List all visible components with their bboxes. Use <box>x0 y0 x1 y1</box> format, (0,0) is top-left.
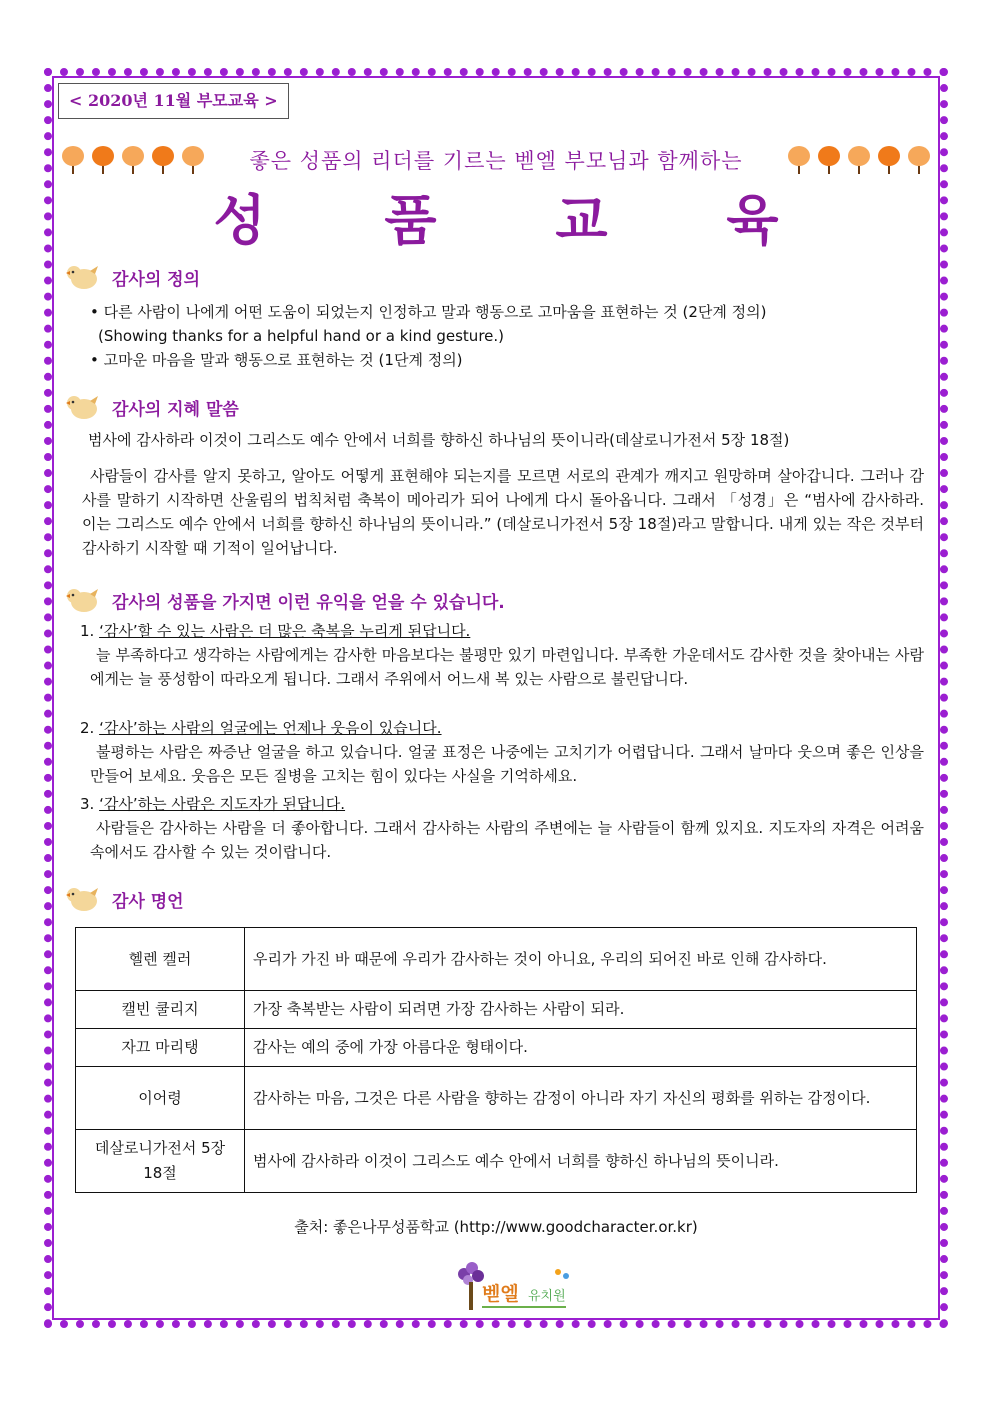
benefit-heading-1 <box>80 619 470 643</box>
svg-text:유치원: 유치원 <box>528 1289 566 1304</box>
benefit-body-2: 불평하는 사람은 짜증난 얼굴을 하고 있습니다. 얼굴 표정은 나중에는 고치기가 어렵답니다. 그래서 날마다 웃으며 좋은 인상을 만들어 보세요. 웃음은 모든 질병을 고치는 힘이 있다는 사실을 기억하세요. <box>90 743 924 785</box>
bird-icon <box>62 262 102 292</box>
table-row <box>76 991 917 1029</box>
quote-text: 감사는 예의 중에 가장 아름다운 형태이다. <box>245 1029 917 1067</box>
benefit-body-1: 늘 부족하다고 생각하는 사람에게는 감사한 마음보다는 불평만 있기 마련입니다. 부족한 가운데서도 감사한 것을 찾아내는 사람에게는 늘 풍성함이 따라오게 됩니다. 그래서 주위에서 어느새 복 있는 사람으로 불린답니다. <box>90 646 924 688</box>
benefit-number: 2. <box>80 719 95 737</box>
quote-author: 헬렌 켈러 <box>76 928 245 991</box>
definition-line-1: • 다른 사람이 나에게 어떤 도움이 되었는지 인정하고 말과 행동으로 고마움을 표현하는 것 (2단계 정의) <box>90 303 767 321</box>
table-row <box>76 1029 917 1067</box>
benefit-title: ‘감사’하는 사람은 지도자가 된답니다. <box>99 795 346 813</box>
section-title: 감사의 정의 <box>112 269 201 290</box>
quote-author: 캘빈 쿨리지 <box>76 991 245 1029</box>
tree-icons-left <box>60 145 206 175</box>
bird-icon <box>62 585 102 615</box>
banner <box>60 140 932 180</box>
tree-icon <box>60 145 86 175</box>
section-heading-definition <box>62 262 200 292</box>
tree-icon <box>906 145 932 175</box>
definition-line-3: • 고마운 마음을 말과 행동으로 표현하는 것 (1단계 정의) <box>90 351 463 369</box>
tree-icon <box>180 145 206 175</box>
benefit-title: ‘감사’할 수 있는 사람은 더 많은 축복을 누리게 된답니다. <box>99 622 471 640</box>
benefit-title: ‘감사’하는 사람의 얼굴에는 언제나 웃음이 있습니다. <box>99 719 442 737</box>
date-label: < 2020년 11월 부모교육 > <box>58 83 289 119</box>
quote-author: 자끄 마리탱 <box>76 1029 245 1067</box>
quote-text: 범사에 감사하라 이것이 그리스도 예수 안에서 너희를 향하신 하나님의 뜻이니라. <box>245 1130 917 1193</box>
tree-icon <box>846 145 872 175</box>
wisdom-paragraph: 사람들이 감사를 알지 못하고, 알아도 어떻게 표현해야 되는지를 모르면 서로의 관계가 깨지고 원망하며 살아갑니다. 그러나 감사를 말하기 시작하면 산울림의 법칙처럼 축복이 메아리가 되어 나에게 다시 돌아옵니다. 그래서 「성경」은 “범사에 감사하라. 이는 그리스도 예수 안에서 너희를 향하신 하나님의 뜻이니라.” (데살로니가전서 5장 18절)라고 말합니다. 내게 있는 작은 것부터 감사하기 시작할 때 기적이 일어납니다. <box>82 467 924 557</box>
kindergarten-logo <box>446 1258 586 1324</box>
tree-icon <box>90 145 116 175</box>
benefit-heading-2 <box>80 716 442 740</box>
quote-author: 데살로니가전서 5장 18절 <box>76 1130 245 1193</box>
source-credit: 출처: 좋은나무성품학교 (http://www.goodcharacter.or.kr) <box>294 1218 698 1236</box>
tree-icon <box>150 145 176 175</box>
tree-icon <box>120 145 146 175</box>
section-heading-quotes <box>62 884 184 914</box>
definition-line-2: (Showing thanks for a helpful hand or a kind gesture.) <box>98 327 505 345</box>
bird-icon <box>62 884 102 914</box>
benefit-body-3: 사람들은 감사하는 사람을 더 좋아합니다. 그래서 감사하는 사람의 주변에는 늘 사람들이 함께 있지요. 지도자의 자격은 어려움 속에서도 감사할 수 있는 것이랍니다. <box>90 819 924 861</box>
table-row <box>76 928 917 991</box>
logo-icon <box>446 1258 586 1320</box>
banner-text: 좋은 성품의 리더를 기르는 벧엘 부모님과 함께하는 <box>249 149 743 173</box>
section-title: 감사의 성품을 가지면 이런 유익을 얻을 수 있습니다. <box>112 592 505 613</box>
tree-icon <box>786 145 812 175</box>
tree-icon <box>816 145 842 175</box>
quote-author: 이어령 <box>76 1067 245 1130</box>
quote-text: 우리가 가진 바 때문에 우리가 감사하는 것이 아니요, 우리의 되어진 바로 인해 감사하다. <box>245 928 917 991</box>
bird-icon <box>62 392 102 422</box>
table-row <box>76 1067 917 1130</box>
section-heading-benefits <box>62 585 505 615</box>
page-title: 성 품 교 육 <box>213 188 829 252</box>
benefit-heading-3 <box>80 792 345 816</box>
tree-icons-right <box>786 145 932 175</box>
benefit-number: 3. <box>80 795 95 813</box>
quote-text: 감사하는 마음, 그것은 다른 사람을 향하는 감정이 아니라 자기 자신의 평화를 위하는 감정이다. <box>245 1067 917 1130</box>
quotes-table <box>75 927 917 1193</box>
svg-text:벧엘: 벧엘 <box>482 1283 519 1305</box>
table-row <box>76 1130 917 1193</box>
bible-verse: 범사에 감사하라 이것이 그리스도 예수 안에서 너희를 향하신 하나님의 뜻이니라(데살로니가전서 5장 18절) <box>88 431 790 449</box>
section-title: 감사의 지혜 말씀 <box>112 399 239 420</box>
benefit-number: 1. <box>80 622 95 640</box>
section-title: 감사 명언 <box>112 891 184 912</box>
section-heading-wisdom <box>62 392 239 422</box>
tree-icon <box>876 145 902 175</box>
quote-text: 가장 축복받는 사람이 되려면 가장 감사하는 사람이 되라. <box>245 991 917 1029</box>
